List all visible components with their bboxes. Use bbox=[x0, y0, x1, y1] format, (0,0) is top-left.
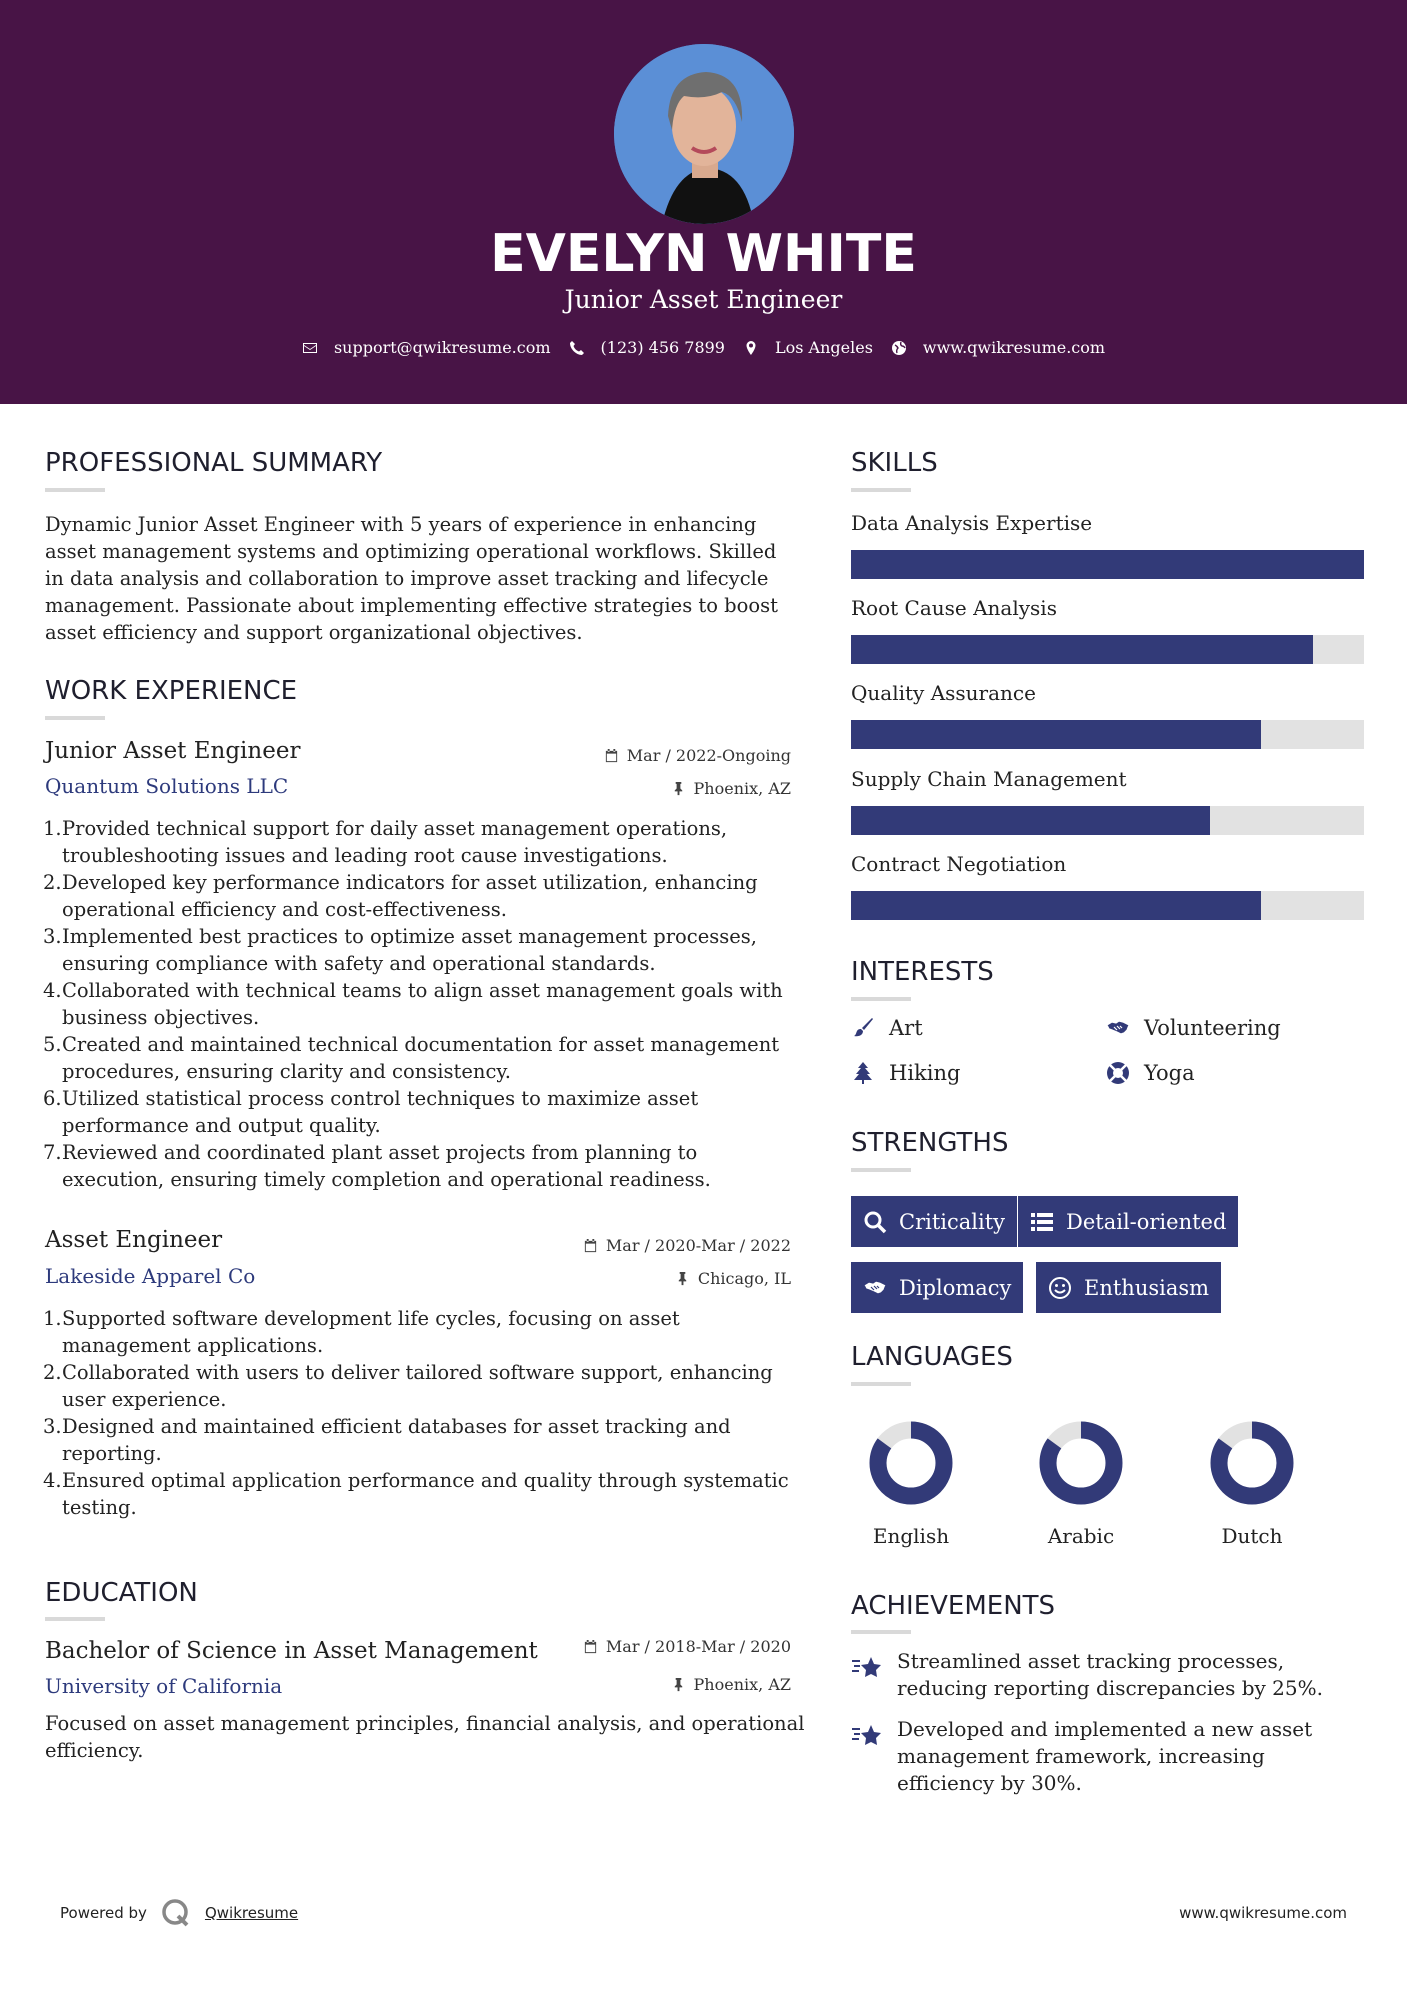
job-location bbox=[671, 779, 791, 798]
candidate-name: EVELYN WHITE bbox=[490, 224, 917, 284]
achievements-divider bbox=[851, 1630, 911, 1634]
handshake-icon bbox=[1106, 1016, 1130, 1040]
language-name: Arabic bbox=[1047, 1524, 1115, 1548]
education-location-text: Phoenix, AZ bbox=[693, 1675, 791, 1694]
education-dates-text: Mar / 2018-Mar / 2020 bbox=[605, 1637, 791, 1656]
job-dates bbox=[604, 746, 791, 765]
job-bullets bbox=[43, 815, 803, 1193]
brand-link[interactable]: Qwikresume bbox=[204, 1904, 299, 1922]
languages-divider bbox=[851, 1382, 911, 1386]
school-name: University of California bbox=[45, 1674, 283, 1698]
education-dates bbox=[583, 1637, 791, 1656]
skills-divider bbox=[851, 488, 911, 492]
strength-chip: Diplomacy bbox=[851, 1262, 1023, 1313]
job-title: Asset Engineer bbox=[45, 1227, 223, 1253]
list-item: 2. Collaborated with users to deliver tailored software support, enhancing user experience. bbox=[43, 1361, 773, 1411]
skill-bar bbox=[851, 806, 1364, 835]
language-item bbox=[1036, 1420, 1126, 1548]
summary-divider bbox=[45, 488, 105, 492]
lifebuoy-icon bbox=[1106, 1061, 1130, 1085]
contact-location bbox=[743, 338, 873, 357]
education-location bbox=[671, 1675, 791, 1694]
list-item: 3. Implemented best practices to optimize asset management processes, ensuring compliance with safety and operational standards. bbox=[43, 925, 757, 975]
strength-chip: Detail-oriented bbox=[1018, 1196, 1238, 1247]
experience-divider bbox=[45, 716, 105, 720]
contact-bar bbox=[0, 338, 1407, 357]
skill-bar bbox=[851, 635, 1364, 664]
paintbrush-icon bbox=[851, 1016, 875, 1040]
language-item bbox=[866, 1420, 956, 1548]
summary-text: Dynamic Junior Asset Engineer with 5 years of experience in enhancing asset management systems and optimizing operational workflows. Skilled in data analysis and collaboration to improve asset tracking and lifecycle management. Passionate about implementing effective strategies to boost asset efficiency and support organizational objectives. bbox=[45, 513, 778, 644]
footer-powered-by bbox=[60, 1898, 298, 1928]
language-ring bbox=[1038, 1420, 1124, 1506]
interests-divider bbox=[851, 997, 911, 1001]
list-icon bbox=[1030, 1210, 1054, 1234]
strength-chip: Criticality bbox=[851, 1196, 1017, 1247]
job-location-text: Chicago, IL bbox=[697, 1269, 791, 1288]
handshake-icon bbox=[863, 1276, 887, 1300]
job-title: Junior Asset Engineer bbox=[45, 738, 301, 764]
interest-item: Volunteering bbox=[1106, 1016, 1281, 1040]
envelope-icon bbox=[302, 340, 318, 356]
list-item: 4. Ensured optimal application performance and quality through systematic testing. bbox=[43, 1469, 789, 1519]
summary-heading: PROFESSIONAL SUMMARY bbox=[45, 448, 383, 478]
powered-by-label: Powered by bbox=[60, 1904, 147, 1922]
list-item: 3. Designed and maintained efficient databases for asset tracking and reporting. bbox=[43, 1415, 731, 1465]
skill-bar-fill bbox=[851, 891, 1261, 920]
location-text: Los Angeles bbox=[774, 338, 873, 357]
degree-title: Bachelor of Science in Asset Management bbox=[45, 1638, 538, 1664]
skill-name: Quality Assurance bbox=[851, 681, 1036, 705]
job-company: Quantum Solutions LLC bbox=[45, 774, 289, 798]
interests-heading: INTERESTS bbox=[851, 957, 994, 987]
pushpin-icon bbox=[671, 1677, 686, 1692]
skill-name: Data Analysis Expertise bbox=[851, 511, 1093, 535]
phone-text: (123) 456 7899 bbox=[600, 338, 725, 357]
list-item: 4. Collaborated with technical teams to align asset management goals with business objectives. bbox=[43, 979, 783, 1029]
achievement-item: Developed and implemented a new asset management framework, increasing efficiency by 30%. bbox=[851, 1716, 1361, 1797]
skill-bar-fill bbox=[851, 635, 1313, 664]
shooting-star-icon bbox=[851, 1719, 883, 1751]
list-item: 1. Provided technical support for daily asset management operations, troubleshooting issues and leading root cause investigations. bbox=[43, 817, 728, 867]
list-item: 7. Reviewed and coordinated plant asset projects from planning to execution, ensuring timely completion and operational readiness. bbox=[43, 1141, 711, 1191]
contact-website[interactable] bbox=[891, 338, 1105, 357]
job-company: Lakeside Apparel Co bbox=[45, 1264, 256, 1288]
pushpin-icon bbox=[675, 1271, 690, 1286]
skill-name: Supply Chain Management bbox=[851, 767, 1127, 791]
job-bullets bbox=[43, 1305, 803, 1521]
contact-email[interactable] bbox=[302, 338, 551, 357]
shooting-star-icon bbox=[851, 1651, 883, 1683]
email-text: support@qwikresume.com bbox=[333, 338, 551, 357]
calendar-icon bbox=[583, 1639, 598, 1654]
list-item: 5. Created and maintained technical documentation for asset management procedures, ensuring clarity and consistency. bbox=[43, 1033, 780, 1083]
strength-chip: Enthusiasm bbox=[1036, 1262, 1221, 1313]
education-divider bbox=[45, 1617, 105, 1621]
globe-icon bbox=[891, 340, 907, 356]
achievements-heading: ACHIEVEMENTS bbox=[851, 1591, 1056, 1621]
skill-bar bbox=[851, 550, 1364, 579]
education-heading: EDUCATION bbox=[45, 1578, 198, 1608]
job-location-text: Phoenix, AZ bbox=[693, 779, 791, 798]
skills-heading: SKILLS bbox=[851, 448, 938, 478]
skill-bar bbox=[851, 891, 1364, 920]
language-ring bbox=[868, 1420, 954, 1506]
strengths-heading: STRENGTHS bbox=[851, 1128, 1009, 1158]
list-item: 6. Utilized statistical process control techniques to maximize asset performance and output quality. bbox=[43, 1087, 699, 1137]
contact-phone[interactable] bbox=[569, 338, 725, 357]
skill-bar-fill bbox=[851, 550, 1364, 579]
language-item bbox=[1207, 1420, 1297, 1548]
language-name: Dutch bbox=[1221, 1524, 1283, 1548]
languages-heading: LANGUAGES bbox=[851, 1342, 1013, 1372]
job-location bbox=[675, 1269, 791, 1288]
qwikresume-logo-icon bbox=[161, 1898, 191, 1928]
pushpin-icon bbox=[671, 781, 686, 796]
achievement-item: Streamlined asset tracking processes, reducing reporting discrepancies by 25%. bbox=[851, 1648, 1361, 1702]
list-item: 1. Supported software development life cycles, focusing on asset management applications. bbox=[43, 1307, 680, 1357]
profile-photo bbox=[614, 44, 794, 224]
phone-icon bbox=[569, 340, 585, 356]
interest-item: Yoga bbox=[1106, 1061, 1195, 1085]
skill-bar-fill bbox=[851, 720, 1261, 749]
candidate-title: Junior Asset Engineer bbox=[564, 285, 843, 314]
website-text: www.qwikresume.com bbox=[922, 338, 1106, 357]
skill-name: Contract Negotiation bbox=[851, 852, 1067, 876]
footer-website[interactable]: www.qwikresume.com bbox=[1179, 1904, 1347, 1922]
map-pin-icon bbox=[743, 340, 759, 356]
job-dates-text: Mar / 2022-Ongoing bbox=[626, 746, 791, 765]
calendar-icon bbox=[604, 748, 619, 763]
education-text: Focused on asset management principles, financial analysis, and operational efficiency. bbox=[45, 1712, 805, 1762]
skill-name: Root Cause Analysis bbox=[851, 596, 1057, 620]
interest-item: Art bbox=[851, 1016, 923, 1040]
skill-bar bbox=[851, 720, 1364, 749]
skill-bar-fill bbox=[851, 806, 1210, 835]
list-item: 2. Developed key performance indicators for asset utilization, enhancing operational efficiency and cost-effectiveness. bbox=[43, 871, 758, 921]
job-dates bbox=[583, 1236, 791, 1255]
language-ring bbox=[1209, 1420, 1295, 1506]
interest-item: Hiking bbox=[851, 1061, 960, 1085]
resume-header bbox=[0, 0, 1407, 404]
job-dates-text: Mar / 2020-Mar / 2022 bbox=[605, 1236, 791, 1255]
experience-heading: WORK EXPERIENCE bbox=[45, 676, 298, 706]
smile-icon bbox=[1048, 1276, 1072, 1300]
calendar-icon bbox=[583, 1238, 598, 1253]
tree-icon bbox=[851, 1061, 875, 1085]
search-icon bbox=[863, 1210, 887, 1234]
strengths-divider bbox=[851, 1168, 911, 1172]
language-name: English bbox=[872, 1524, 950, 1548]
